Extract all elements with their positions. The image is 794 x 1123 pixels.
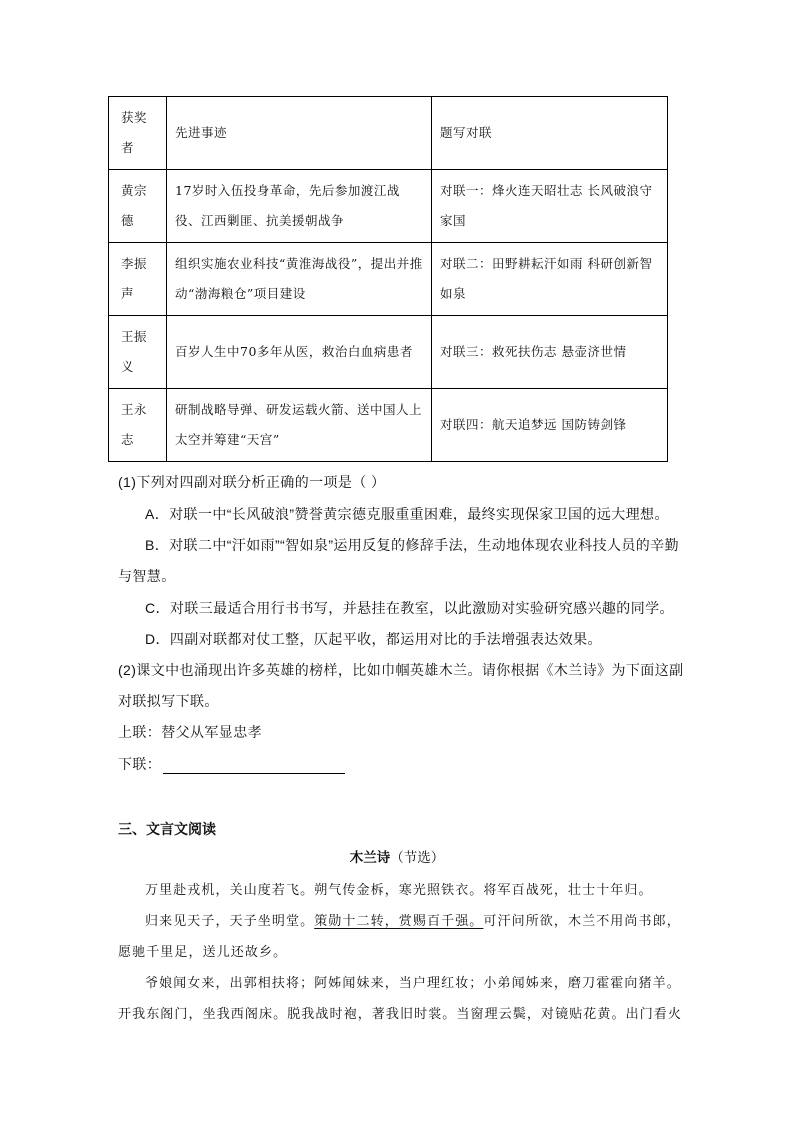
- section-heading: 三、文言文阅读: [118, 821, 216, 837]
- awardee-deeds: 17岁时入伍投身革命，先后参加渡江战役、江西剿匪、抗美援朝战争: [167, 170, 432, 243]
- awardee-name: 王振义: [109, 316, 167, 389]
- table-row: [109, 170, 668, 243]
- answer-blank-field[interactable]: [163, 759, 345, 774]
- poem-subtitle: （节选）: [390, 850, 445, 866]
- poem-paragraph-2-continued: 愿驰千里足，送儿还故乡。: [118, 945, 288, 960]
- table-row: [109, 243, 668, 316]
- poem-paragraph-1: 万里赴戎机，关山度若飞。朔气传金柝，寒光照铁衣。将军百战死，壮士十年归。: [145, 883, 653, 898]
- underlined-sentence: 策勋十二转，赏赐百千强。: [314, 914, 484, 929]
- poem-paragraph-3: 爷娘闻女来，出郭相扶将；阿姊闻妹来，当户理红妆；小弟闻姊来，磨刀霍霍向猪羊。: [145, 976, 681, 991]
- lower-couplet-row: [118, 754, 345, 774]
- awardee-deeds: 组织实施农业科技“黄淮海战役”，提出并推动“渤海粮仓”项目建设: [167, 243, 432, 316]
- awardee-couplet: 对联三：救死扶伤志 悬壶济世情: [432, 316, 668, 389]
- option-d: D．四副对联都对仗工整，仄起平收，都运用对比的手法增强表达效果。: [145, 631, 602, 647]
- poem-title: [0, 846, 794, 866]
- header-couplet: 题写对联: [432, 97, 668, 170]
- table-row: [109, 316, 668, 389]
- lower-couplet-label: 下联：: [118, 756, 162, 772]
- awardee-couplet: 对联一：烽火连天昭壮志 长风破浪守家国: [432, 170, 668, 243]
- question-2-stem: (2)课文中也涌现出许多英雄的榜样，比如巾帼英雄木兰。请你根据《木兰诗》为下面这副: [118, 662, 684, 678]
- poem-title-text: 木兰诗: [349, 850, 391, 866]
- awardee-deeds: 研制战略导弹、研发运载火箭、送中国人上太空并筹建“天宫”: [167, 389, 432, 462]
- awardee-name: 王永志: [109, 389, 167, 462]
- option-a: A．对联一中“长风破浪”赞誉黄宗德克服重重困难，最终实现保家卫国的远大理想。: [145, 506, 669, 522]
- poem-paragraph-2: [145, 910, 681, 929]
- question-2-stem-continued: 对联拟写下联。: [118, 693, 219, 709]
- question-1-stem: (1)下列对四副对联分析正确的一项是（ ）: [118, 474, 386, 490]
- header-awardee: 获奖者: [109, 97, 167, 170]
- awardee-couplet: 对联二：田野耕耘汗如雨 科研创新智如泉: [432, 243, 668, 316]
- awardee-name: 李振声: [109, 243, 167, 316]
- poem-paragraph-3-continued: 开我东阁门，坐我西阁床。脱我战时袍，著我旧时裳。当窗理云鬓，对镜贴花黄。出门看火: [118, 1007, 683, 1022]
- upper-couplet: 上联：替父从军显忠孝: [118, 724, 262, 740]
- option-b-continued: 与智慧。: [118, 568, 176, 584]
- awardee-deeds: 百岁人生中70多年从医，救治白血病患者: [167, 316, 432, 389]
- poem-text: 归来见天子，天子坐明堂。: [145, 914, 315, 929]
- table-row: [109, 389, 668, 462]
- header-deeds: 先进事迹: [167, 97, 432, 170]
- awardee-name: 黄宗德: [109, 170, 167, 243]
- option-c: C．对联三最适合用行书书写，并悬挂在教室，以此激励对实验研究感兴趣的同学。: [145, 600, 674, 616]
- option-b: B．对联二中“汗如雨”“智如泉”运用反复的修辞手法，生动地体现农业科技人员的辛勤: [145, 537, 679, 553]
- table-header-row: [109, 97, 668, 170]
- awardee-couplet: 对联四：航天追梦远 国防铸剑锋: [432, 389, 668, 462]
- award-table: [108, 96, 668, 462]
- poem-text: 可汗问所欲，木兰不用尚书郎，: [483, 914, 681, 929]
